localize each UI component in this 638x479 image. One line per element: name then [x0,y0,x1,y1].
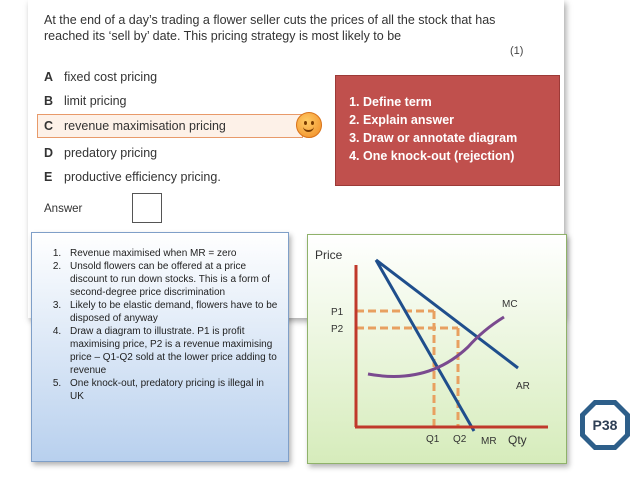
note-item: 3. Likely to be elastic demand, flowers have to be disposed of anyway [64,299,280,325]
question-line-2: reached its ‘sell by’ date. This pricing strategy is most likely to be [44,29,402,43]
option-c[interactable] [44,119,226,133]
q1-label: Q1 [426,434,440,445]
option-b[interactable] [44,94,127,108]
step-item: 4. One knock-out (rejection) [363,147,559,165]
option-a[interactable] [44,70,157,84]
option-label: revenue maximisation pricing [64,119,226,133]
option-letter: C [44,119,54,133]
x-axis-label: Qty [508,433,527,447]
question-text [44,12,544,44]
answer-label: Answer [44,203,83,215]
mc-label: MC [502,299,518,310]
option-d[interactable] [44,146,157,160]
option-e[interactable] [44,170,221,184]
step-item: 1. Define term [363,93,559,111]
option-letter: B [44,94,54,108]
smiley-icon [296,112,322,138]
step-item: 3. Draw or annotate diagram [363,129,559,147]
question-line-1: At the end of a day’s trading a flower seller cuts the prices of all the stock that has [44,13,496,27]
option-label: fixed cost pricing [64,70,158,84]
option-label: predatory pricing [64,146,158,160]
mc-curve [368,317,504,376]
badge-label: P38 [592,417,618,433]
option-label: limit pricing [64,94,127,108]
note-item: 4. Draw a diagram to illustrate. P1 is profit maximising price, P2 is a revenue maximising price – Q1-Q2 sold at the lower price adding to revenue [64,325,280,377]
option-letter: E [44,170,53,184]
mr-label: MR [481,436,497,447]
ar-label: AR [516,381,530,392]
marks-label: (1) [510,45,524,57]
pricing-diagram-panel [307,234,567,464]
option-letter: A [44,70,54,84]
pricing-diagram [308,235,566,463]
note-item: 5. One knock-out, predatory pricing is illegal in UK [64,377,280,403]
p1-label: P1 [331,307,344,318]
p2-label: P2 [331,324,344,335]
steps-list [336,93,559,165]
option-letter: D [44,146,54,160]
ar-curve [376,260,518,368]
option-label: productive efficiency pricing. [64,170,221,184]
note-item: 2. Unsold flowers can be offered at a price discount to run down stocks. This is a form of second-degree price discrimination [64,260,280,299]
page-badge [578,398,632,452]
notes-list [32,247,280,403]
exam-steps-box [335,75,560,186]
notes-box [31,232,289,462]
y-axis-label: Price [315,248,343,262]
q2-label: Q2 [453,434,467,445]
note-item: 1. Revenue maximised when MR = zero [64,247,280,260]
answer-input-box[interactable] [132,193,162,223]
step-item: 2. Explain answer [363,111,559,129]
